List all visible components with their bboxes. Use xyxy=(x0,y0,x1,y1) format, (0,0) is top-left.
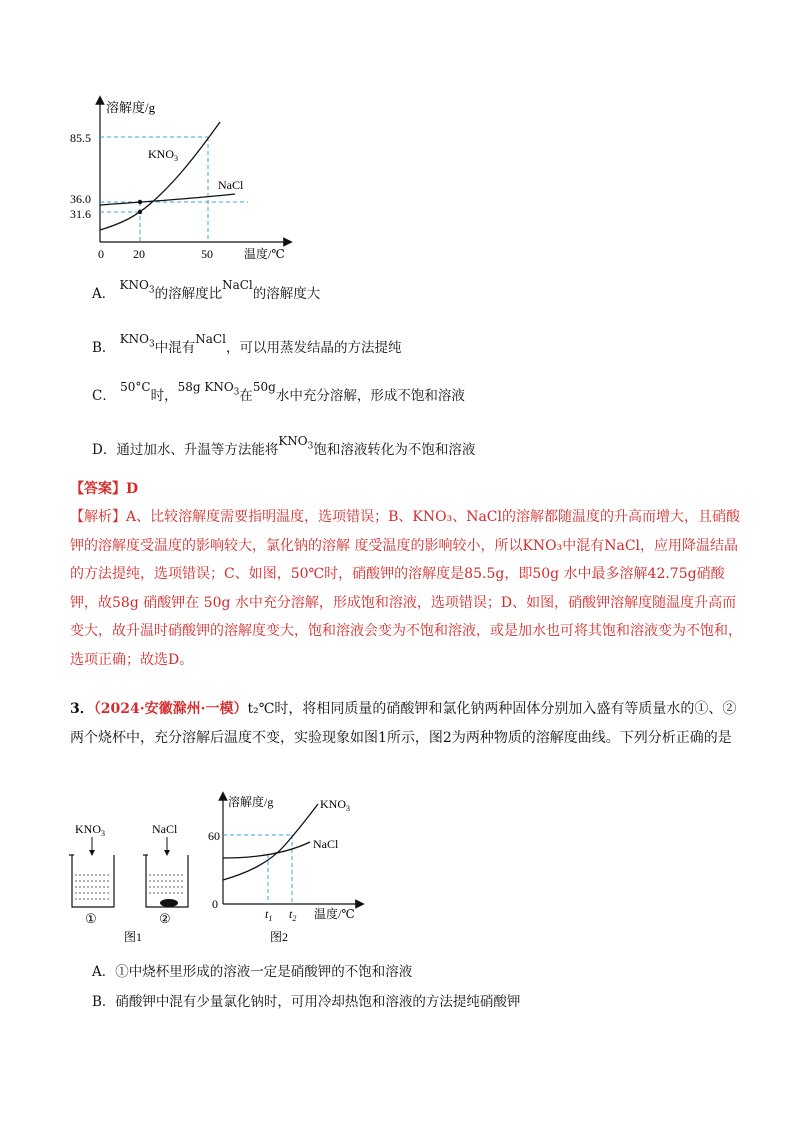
figure-2-caption: 图2 xyxy=(270,930,289,944)
answer: 【答案】D xyxy=(70,481,139,497)
x-axis-label: 温度/℃ xyxy=(244,247,285,261)
fig2-guide-lines xyxy=(223,835,292,904)
fig2-origin: 0 xyxy=(212,897,218,911)
nacl-curve xyxy=(100,194,235,205)
beaker-1-label: $KNO_3$ xyxy=(75,822,105,838)
q3-option-a: A．①中烧杯里形成的溶液一定是硝酸钾的不饱和溶液 xyxy=(92,964,413,980)
undissolved-solid xyxy=(160,899,178,907)
kno3-curve xyxy=(100,122,220,230)
y-axis-label: 溶解度/g xyxy=(106,100,156,115)
point-20c-kno3 xyxy=(138,210,142,214)
y-tick-36-0: 36.0 xyxy=(70,192,91,206)
nacl-curve-label: NaCl xyxy=(218,178,244,192)
beaker-2 xyxy=(143,855,188,907)
x-tick-50: 50 xyxy=(201,247,213,261)
figure-1-beakers xyxy=(62,815,212,950)
figure-2-solubility-graph xyxy=(210,790,380,948)
point-20c-nacl xyxy=(138,200,142,204)
kno3-curve-label: $KNO_3$ xyxy=(148,147,178,163)
fig2-t1-label: $t_1$ xyxy=(265,907,273,923)
x-tick-20: 20 xyxy=(133,247,145,261)
beaker-1-number: ① xyxy=(85,911,97,926)
question-3 xyxy=(70,695,742,752)
x-tick-0: 0 xyxy=(98,247,104,261)
y-tick-85-5: 85.5 xyxy=(70,131,91,145)
figure-1-caption: 图1 xyxy=(124,930,143,944)
question-text: t₂℃时，将相同质量的硝酸钾和氯化钠两种固体分别加入盛有等质量水的①、②两个烧杯中，充分溶解后温度不变，实验现象如图1所示，图2为两种物质的溶解度曲线。下列分析正确的是 xyxy=(70,701,737,746)
fig2-t2-label: $t_2$ xyxy=(289,907,297,923)
y-tick-31-6: 31.6 xyxy=(70,207,91,221)
option-b: B． $KNO_3$中混有NaCl，可以用蒸发结晶的方法提纯 xyxy=(92,332,402,356)
option-a: A． $KNO_3$的溶解度比NaCl的溶解度大 xyxy=(92,278,321,302)
q3-option-b: B．硝酸钾中混有少量氯化钠时，可用冷却热饱和溶液的方法提纯硝酸钾 xyxy=(92,994,521,1010)
beaker-2-number: ② xyxy=(159,911,171,926)
fig2-curve-kno3-label: $KNO_3$ xyxy=(320,797,350,813)
fig2-kno3-curve xyxy=(223,804,318,880)
fig2-y-axis-label: 溶解度/g xyxy=(228,795,274,809)
fig2-y-tick-60: 60 xyxy=(208,829,220,843)
question-number: 3． xyxy=(70,701,94,717)
beaker-2-label: NaCl xyxy=(152,822,178,836)
fig2-x-axis-label: 温度/℃ xyxy=(314,907,355,921)
solubility-graph-1 xyxy=(60,92,320,264)
fig2-curve-nacl-label: NaCl xyxy=(313,837,339,851)
beaker-1 xyxy=(69,855,114,907)
question-source: （2024·安徽滁州·一模） xyxy=(93,701,248,717)
option-c: C． 50°C时，58g $KNO_3$在50g水中充分溶解，形成不饱和溶液 xyxy=(92,380,465,404)
fig2-nacl-curve xyxy=(223,842,310,858)
option-d: D．通过加水、升温等方法能将$KNO_3$饱和溶液转化为不饱和溶液 xyxy=(92,434,476,458)
analysis: 【解析】A、比较溶解度需要指明温度，选项错误；B、KNO₃、NaCl的溶解都随温度的升高而增大，且硝酸钾的溶解度受温度的影响较大，氯化钠的溶解 度受温度的影响较小，所以KNO₃中混有NaCl，应用降温结晶的方法提纯，选项错误；C、如图，50℃时，硝酸钾的溶解度是85.5g，即50g 水中最多溶解42.75g硝酸钾，故58g 硝酸钾在 50g 水中充分溶解，形成饱和溶液，选项错误；D、如图，硝酸钾溶解度随温度升高而变大，故升温时硝酸钾的溶解度变大，饱和溶液会变为不饱和溶液，或是加水也可将其饱和溶液变为不饱和，选项正确；故选D。 xyxy=(70,509,742,668)
